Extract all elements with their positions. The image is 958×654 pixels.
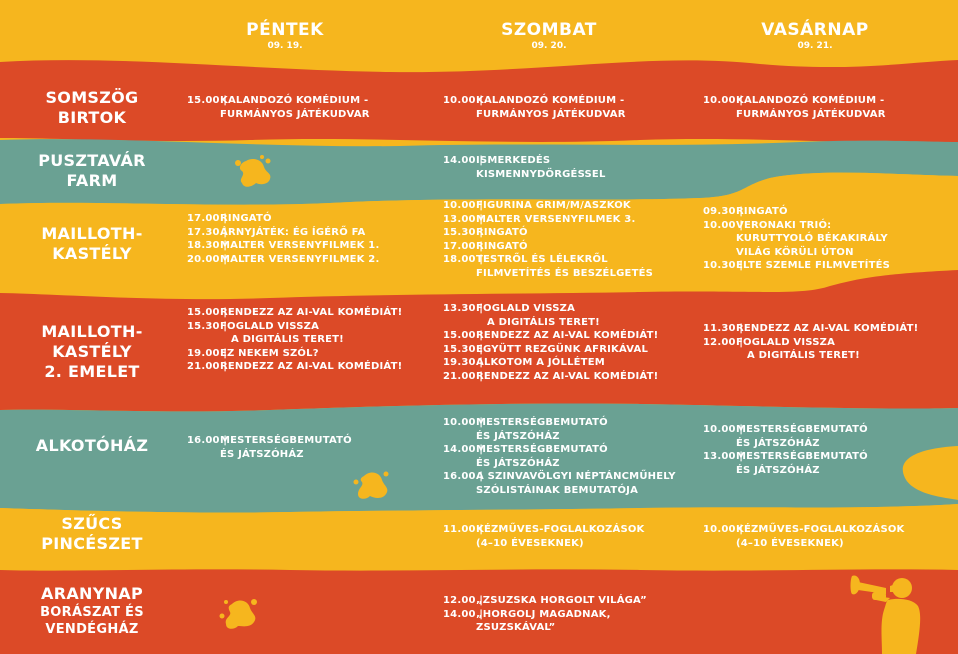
event-title: RINGATÓ	[736, 206, 788, 217]
venue-label: SZŰCS	[61, 514, 123, 533]
schedule-cell	[443, 523, 645, 550]
schedule-cell	[443, 94, 626, 121]
venue-label: PUSZTAVÁR	[38, 151, 146, 170]
event-time: 12.00 |	[443, 595, 484, 606]
event-time: 21.00 |	[443, 370, 484, 382]
event-time: 12.00 |	[703, 336, 744, 348]
venue-mailloth-kastely-2-emelet	[12, 322, 172, 382]
day-name: PÉNTEK	[246, 20, 324, 40]
event-item	[443, 343, 658, 357]
event-title: RENDEZZ AZ AI-VAL KOMÉDIÁT!	[736, 323, 919, 334]
schedule-cell	[703, 523, 905, 550]
event-item	[187, 212, 379, 226]
venue-label: VENDÉGHÁZ	[45, 622, 139, 637]
day-header-friday	[185, 20, 385, 52]
event-time: 10.00 |	[703, 424, 744, 435]
venue-label: BORÁSZAT ÉS	[40, 605, 144, 620]
event-time: 17.30 |	[187, 226, 228, 238]
event-title: ISMERKEDÉS KISMENNYDÖRGÉSSEL	[476, 155, 606, 180]
venue-label: SOMSZÖG	[45, 88, 139, 107]
day-header-sunday	[715, 20, 915, 52]
venue-label: FARM	[66, 171, 118, 190]
event-title: EGYÜTT REZGÜNK AFRIKÁVAL	[476, 343, 649, 355]
event-title: MESTERSÉGBEMUTATÓ ÉS JÁTSZÓHÁZ	[476, 417, 608, 442]
event-item	[703, 423, 868, 450]
event-item	[443, 240, 653, 254]
event-time: 11.00 |	[443, 524, 484, 535]
event-item	[443, 523, 645, 550]
event-time: 15.00 |	[443, 330, 484, 342]
event-time: 13.30 |	[443, 303, 484, 314]
event-title: FOGLALD VISSZA A DIGITÁLIS TERET!	[220, 320, 344, 346]
event-title: MESTERSÉGBEMUTATÓ ÉS JÁTSZÓHÁZ	[476, 444, 608, 469]
event-item	[703, 205, 890, 219]
venue-aranynap	[12, 584, 172, 638]
event-title: MALTER VERSENYFILMEK 1.	[220, 240, 380, 252]
event-title: VERONAKI TRIÓ: KURUTTYOLÓ BÉKAKIRÁLY VILÁG KÖRÜLI ÚTON	[736, 219, 888, 258]
event-title: FIGURINA GRIM/M/ASZKOK	[476, 200, 631, 211]
event-time: 10.00 |	[443, 200, 484, 211]
day-header-saturday	[449, 20, 649, 52]
event-time: 15.30 |	[443, 227, 484, 239]
event-item	[187, 347, 402, 361]
event-item	[187, 253, 379, 267]
event-time: 14.00 |	[443, 155, 484, 166]
event-title: MALTER VERSENYFILMEK 2.	[220, 253, 380, 265]
event-item	[703, 259, 890, 273]
event-title: RENDEZZ AZ AI-VAL KOMÉDIÁT!	[476, 330, 659, 342]
venue-label: BIRTOK	[57, 108, 127, 127]
event-title: A SZINVAVÖLGYI NÉPTÁNCMŰHELY SZÓLISTÁINAK BEMUTATÓJA	[476, 471, 676, 496]
event-title: ELTE SZEMLE FILMVETÍTÉS	[736, 260, 891, 272]
event-item	[443, 253, 653, 280]
schedule-cell	[187, 434, 352, 461]
venue-label: MAILLOTH-	[41, 224, 143, 243]
event-item	[703, 219, 890, 260]
schedule-cell	[443, 199, 653, 281]
event-title: TESTRŐL ÉS LÉLEKRŐL FILMVETÍTÉS ÉS BESZÉLGETÉS	[476, 254, 654, 279]
event-title: KALANDOZÓ KOMÉDIUM - FURMÁNYOS JÁTÉKUDVAR	[736, 95, 886, 120]
venue-label: KASTÉLY	[52, 244, 132, 263]
schedule-cell	[443, 154, 606, 181]
event-title: RENDEZZ AZ AI-VAL KOMÉDIÁT!	[220, 307, 403, 318]
schedule-cell	[443, 416, 676, 498]
event-title: MALTER VERSENYFILMEK 3.	[476, 213, 636, 225]
event-title: RINGATÓ	[476, 240, 528, 252]
event-title: KALANDOZÓ KOMÉDIUM - FURMÁNYOS JÁTÉKUDVAR	[476, 95, 626, 120]
event-item	[187, 239, 379, 253]
event-time: 15.30 |	[443, 343, 484, 355]
event-item	[443, 470, 676, 497]
event-item	[443, 226, 653, 240]
day-date: 09. 20.	[531, 41, 567, 51]
event-item	[703, 336, 918, 363]
splash-icon	[218, 596, 260, 634]
schedule-cell	[703, 423, 868, 477]
venue-label: ARANYNAP	[41, 584, 143, 603]
event-item	[443, 594, 647, 608]
event-item	[187, 360, 402, 374]
event-title: KÉZMŰVES-FOGLALKOZÁSOK (4–10 ÉVESEKNEK)	[476, 524, 645, 549]
event-item	[187, 434, 352, 461]
event-time: 10.30 |	[703, 260, 744, 272]
event-time: 17.00 |	[443, 240, 484, 252]
trumpeter-icon	[846, 570, 958, 654]
event-item	[443, 443, 676, 470]
day-name: SZOMBAT	[501, 20, 597, 40]
event-time: 14.00 |	[443, 608, 484, 620]
event-item	[187, 226, 379, 240]
schedule-cell	[703, 94, 886, 121]
event-item	[703, 322, 918, 336]
event-title: RENDEZZ AZ AI-VAL KOMÉDIÁT!	[220, 361, 403, 373]
event-item	[443, 154, 606, 181]
event-time: 20.00 |	[187, 253, 228, 265]
schedule-cell	[187, 94, 370, 121]
event-time: 10.00 |	[443, 417, 484, 428]
venue-label: 2. EMELET	[44, 362, 140, 381]
event-time: 15.00 |	[187, 95, 228, 106]
event-item	[703, 94, 886, 121]
event-title: MESTERSÉGBEMUTATÓ ÉS JÁTSZÓHÁZ	[736, 451, 868, 476]
event-time: 15.30 |	[187, 320, 228, 332]
event-time: 10.00 |	[703, 524, 744, 535]
schedule-cell	[187, 306, 402, 374]
event-title: RINGATÓ	[476, 227, 528, 239]
day-date: 09. 21.	[797, 41, 833, 51]
event-item	[443, 416, 676, 443]
day-date: 09. 19.	[267, 41, 303, 51]
event-item	[703, 450, 868, 477]
event-item	[187, 94, 370, 121]
event-title: MESTERSÉGBEMUTATÓ ÉS JÁTSZÓHÁZ	[220, 435, 352, 460]
event-item	[443, 370, 658, 384]
venue-szucs-pinceszet	[12, 514, 172, 554]
event-item	[443, 356, 658, 370]
event-time: 10.00 |	[703, 95, 744, 106]
event-title: FOGLALD VISSZA A DIGITÁLIS TERET!	[736, 336, 860, 362]
schedule-cell	[187, 212, 379, 266]
venue-pusztavar-farm	[12, 151, 172, 191]
event-time: 19.00 |	[187, 347, 228, 359]
venue-label: MAILLOTH-	[41, 322, 143, 341]
schedule-cell	[443, 594, 647, 635]
schedule-cell	[703, 205, 890, 273]
event-title: ALKOTOM A JÓLLÉTEM	[476, 357, 605, 369]
venue-mailloth-kastely	[12, 224, 172, 264]
event-time: 11.30 |	[703, 323, 744, 334]
venue-label: PINCÉSZET	[41, 534, 143, 553]
event-item	[443, 94, 626, 121]
event-title: „HORGOLJ MAGADNAK, ZSUZSKÁVAL”	[476, 608, 611, 634]
event-time: 16.00 |	[443, 471, 484, 483]
venue-label: ALKOTÓHÁZ	[35, 436, 149, 455]
event-item	[187, 306, 402, 320]
event-time: 16.00 |	[187, 435, 228, 446]
event-title: „ZSUZSKA HORGOLT VILÁGA”	[476, 595, 647, 606]
event-item	[443, 199, 653, 213]
splash-icon	[232, 155, 274, 191]
event-time: 14.00 |	[443, 444, 484, 456]
schedule-cell	[703, 322, 918, 363]
event-item	[443, 329, 658, 343]
event-title: ÁRNYJÁTÉK: ÉG ÍGÉRŐ FA	[220, 226, 366, 238]
event-time: 10.00 |	[703, 219, 744, 231]
event-title: FOGLALD VISSZA A DIGITÁLIS TERET!	[476, 303, 600, 328]
event-title: RINGATÓ	[220, 213, 272, 224]
event-title: KÉZMŰVES-FOGLALKOZÁSOK (4–10 ÉVESEKNEK)	[736, 524, 905, 549]
event-item	[187, 320, 402, 347]
event-item	[443, 302, 658, 329]
event-time: 09.30 |	[703, 206, 744, 217]
schedule-cell	[443, 302, 658, 384]
event-time: 13.00 |	[703, 451, 744, 463]
venue-alkotohaz	[12, 436, 172, 456]
venue-label: KASTÉLY	[52, 342, 132, 361]
splash-icon	[352, 468, 392, 504]
event-time: 19.30 |	[443, 357, 484, 369]
event-item	[703, 523, 905, 550]
event-time: 13.00 |	[443, 213, 484, 225]
event-title: KALANDOZÓ KOMÉDIUM - FURMÁNYOS JÁTÉKUDVAR	[220, 95, 370, 120]
event-title: RENDEZZ AZ AI-VAL KOMÉDIÁT!	[476, 370, 659, 382]
event-time: 21.00 |	[187, 361, 228, 373]
event-title: MESTERSÉGBEMUTATÓ ÉS JÁTSZÓHÁZ	[736, 424, 868, 449]
event-time: 17.00 |	[187, 213, 228, 224]
day-name: VASÁRNAP	[761, 20, 869, 40]
event-title: EZ NEKEM SZÓL?	[220, 347, 319, 359]
event-time: 18.00 |	[443, 254, 484, 266]
event-item	[443, 213, 653, 227]
event-time: 15.00 |	[187, 307, 228, 318]
event-time: 10.00 |	[443, 95, 484, 106]
event-time: 18.30 |	[187, 240, 228, 252]
event-item	[443, 608, 647, 635]
venue-somszog-birtok	[12, 88, 172, 128]
